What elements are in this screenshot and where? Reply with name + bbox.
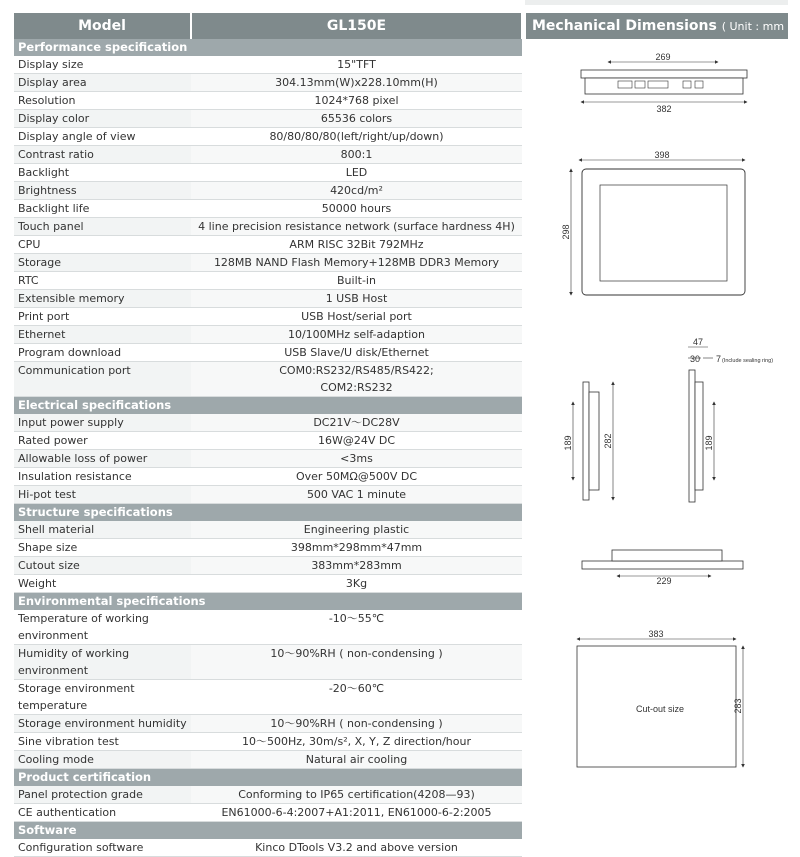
spec-value-text: -20～60℃: [328, 682, 385, 695]
spec-label: [14, 521, 191, 539]
table-row: [14, 254, 522, 272]
spec-label-text: Program download: [18, 346, 122, 359]
table-row: [14, 272, 522, 290]
bottom-view-drawing: [582, 550, 743, 586]
spec-value-text: 10/100MHz self-adaption: [287, 328, 426, 341]
spec-label: [14, 74, 191, 92]
spec-label: [14, 751, 191, 769]
table-row: [14, 715, 522, 733]
table-row: [14, 557, 522, 575]
table-row: [14, 164, 522, 182]
section-header: [14, 769, 522, 787]
spec-label-text: Touch panel: [18, 220, 84, 233]
spec-value: [191, 236, 522, 254]
spec-label: [14, 715, 191, 733]
spec-value: [191, 804, 522, 822]
table-row: [14, 521, 522, 539]
spec-value-text: ARM RISC 32Bit 792MHz: [289, 238, 424, 251]
table-row: [14, 414, 522, 432]
spec-label-text: Configuration software: [18, 841, 144, 854]
spec-value: [191, 146, 522, 164]
spec-value: [191, 786, 522, 804]
table-row: [14, 680, 522, 715]
spec-value: [191, 468, 522, 486]
spec-label: [14, 110, 191, 128]
dim-side-282: 282: [603, 433, 613, 449]
table-row: [14, 74, 522, 92]
section-title: Software: [14, 822, 522, 840]
spec-value: [191, 182, 522, 200]
table-row: [14, 839, 522, 857]
section-header: [14, 397, 522, 415]
spec-value: [191, 839, 522, 857]
spec-value: [191, 751, 522, 769]
dim-top-269: 269: [655, 52, 671, 62]
spec-value: [191, 92, 522, 110]
spec-label: [14, 468, 191, 486]
table-row: [14, 92, 522, 110]
table-row: [14, 610, 522, 645]
spec-value-text: 383mm*283mm: [311, 559, 402, 572]
spec-label: [14, 146, 191, 164]
spec-label-text: Display angle of view: [18, 130, 136, 143]
spec-value: [191, 645, 522, 680]
table-header-row: [14, 13, 522, 39]
mechanical-drawings: [523, 40, 800, 845]
spec-value: [191, 362, 522, 397]
spec-label-text-line2: environment: [18, 629, 89, 642]
spec-value-text: 10～90%RH ( non-condensing ): [270, 717, 443, 730]
spec-label-text: Weight: [18, 577, 57, 590]
spec-label-text: Humidity of working: [18, 647, 130, 660]
table-row: [14, 450, 522, 468]
spec-value-text-line2: COM2:RS232: [320, 381, 393, 394]
spec-label: [14, 680, 191, 715]
spec-label: [14, 272, 191, 290]
spec-label: [14, 839, 191, 857]
table-row: [14, 733, 522, 751]
spec-label: [14, 290, 191, 308]
spec-value: [191, 715, 522, 733]
spec-label: [14, 164, 191, 182]
spec-label: [14, 432, 191, 450]
dim-cut-283: 283: [733, 698, 743, 714]
spec-value: [191, 164, 522, 182]
top-view-drawing: [581, 52, 747, 114]
table-row: [14, 575, 522, 593]
spec-value: [191, 575, 522, 593]
spec-value: [191, 74, 522, 92]
spec-label-text: Communication port: [18, 364, 131, 377]
spec-value: [191, 521, 522, 539]
table-row: [14, 539, 522, 557]
spec-label: [14, 414, 191, 432]
spec-label-text: Resolution: [18, 94, 76, 107]
spec-value: [191, 733, 522, 751]
dim-side-sealing-ring: (Include sealing ring): [722, 358, 774, 364]
section-header: [14, 39, 522, 56]
dim-side-189a: 189: [563, 435, 573, 451]
spec-value-text: USB Host/serial port: [301, 310, 412, 323]
spec-value-text: Kinco DTools V3.2 and above version: [255, 841, 458, 854]
spec-label-text: Storage: [18, 256, 62, 269]
spec-label-text: Hi-pot test: [18, 488, 76, 501]
spec-label: [14, 450, 191, 468]
section-header: [14, 504, 522, 522]
table-row: [14, 786, 522, 804]
dim-cut-383: 383: [648, 629, 664, 639]
cutout-size-label: Cut-out size: [635, 704, 685, 714]
spec-value-text: 800:1: [340, 148, 373, 161]
spec-value: [191, 326, 522, 344]
table-row: [14, 236, 522, 254]
dim-top-382: 382: [656, 104, 672, 114]
table-row: [14, 308, 522, 326]
table-row: [14, 128, 522, 146]
spec-value: [191, 450, 522, 468]
spec-label: [14, 308, 191, 326]
dim-side-7: 7: [716, 354, 722, 364]
model-label: Model: [14, 13, 191, 39]
spec-value-text: 304.13mm(W)x228.10mm(H): [275, 76, 438, 89]
spec-label: [14, 733, 191, 751]
dim-side-189b: 189: [704, 435, 714, 451]
spec-value: [191, 56, 522, 74]
section-title: Environmental specifications: [14, 593, 522, 611]
spec-table: [14, 13, 523, 857]
spec-label-text: RTC: [18, 274, 39, 287]
spec-value-text: 15"TFT: [337, 58, 376, 71]
spec-label: [14, 486, 191, 504]
spec-label: [14, 236, 191, 254]
section-title: Electrical specifications: [14, 397, 522, 415]
section-title: Structure specifications: [14, 504, 522, 522]
spec-label-text: Shell material: [18, 523, 95, 536]
spec-value-text: -10～55℃: [328, 612, 385, 625]
spec-label-text-line2: temperature: [18, 699, 88, 712]
spec-label: [14, 362, 191, 397]
spec-label: [14, 200, 191, 218]
spec-value: [191, 680, 522, 715]
spec-label: [14, 128, 191, 146]
table-row: [14, 751, 522, 769]
spec-value-text: 128MB NAND Flash Memory+128MB DDR3 Memory: [213, 256, 500, 269]
spec-value-text: EN61000-6-4:2007+A1:2011, EN61000-6-2:2005: [221, 806, 492, 819]
spec-label-text: Temperature of working: [18, 612, 149, 625]
spec-label-text: CE authentication: [18, 806, 117, 819]
spec-label-text-line2: environment: [18, 664, 89, 677]
spec-value: [191, 128, 522, 146]
spec-label-text: Allowable loss of power: [18, 452, 148, 465]
spec-label-text: Backlight: [18, 166, 70, 179]
cutout-drawing: [577, 629, 743, 767]
spec-value-text: 500 VAC 1 minute: [306, 488, 407, 501]
spec-value: [191, 539, 522, 557]
spec-value-text: DC21V～DC28V: [313, 416, 400, 429]
spec-label-text: Ethernet: [18, 328, 66, 341]
spec-label-text: Sine vibration test: [18, 735, 119, 748]
top-strip: [525, 0, 788, 5]
section-title: Product certification: [14, 769, 522, 787]
spec-label: [14, 804, 191, 822]
spec-value: [191, 557, 522, 575]
spec-value: [191, 308, 522, 326]
spec-label: [14, 254, 191, 272]
spec-label: [14, 92, 191, 110]
table-row: [14, 362, 522, 397]
spec-value: [191, 254, 522, 272]
spec-value-text: Engineering plastic: [303, 523, 410, 536]
spec-label-text: Rated power: [18, 434, 88, 447]
spec-value: [191, 414, 522, 432]
spec-value-text: 10～500Hz, 30m/s², X, Y, Z direction/hour: [242, 735, 471, 748]
spec-label-text: Backlight life: [18, 202, 90, 215]
spec-value: [191, 432, 522, 450]
spec-value-text: Natural air cooling: [305, 753, 408, 766]
spec-label-text: Panel protection grade: [18, 788, 143, 801]
spec-label-text: Cooling mode: [18, 753, 94, 766]
spec-value-text: 398mm*298mm*47mm: [290, 541, 423, 554]
spec-label: [14, 344, 191, 362]
table-row: [14, 218, 522, 236]
spec-value-text: 1 USB Host: [325, 292, 388, 305]
mechanical-dimensions-header: [526, 13, 792, 39]
spec-label-text: Storage environment humidity: [18, 717, 187, 730]
table-row: [14, 290, 522, 308]
spec-label-text: Display color: [18, 112, 90, 125]
spec-label-text: Display area: [18, 76, 87, 89]
table-row: [14, 326, 522, 344]
spec-label-text: Input power supply: [18, 416, 124, 429]
table-row: [14, 468, 522, 486]
model-value: GL150E: [191, 13, 522, 39]
spec-value-text: USB Slave/U disk/Ethernet: [284, 346, 429, 359]
spec-value: [191, 290, 522, 308]
spec-value-text: 420cd/m²: [330, 184, 383, 197]
spec-value-text: COM0:RS232/RS485/RS422;: [279, 364, 434, 377]
spec-value: [191, 272, 522, 290]
dim-bottom-229: 229: [656, 576, 672, 586]
spec-label-text: Print port: [18, 310, 70, 323]
table-row: [14, 486, 522, 504]
spec-label: [14, 575, 191, 593]
table-row: [14, 432, 522, 450]
table-row: [14, 182, 522, 200]
front-view-drawing: [561, 150, 745, 295]
spec-label-text: Insulation resistance: [18, 470, 132, 483]
dim-front-298: 298: [561, 224, 571, 240]
spec-label-text: Display size: [18, 58, 84, 71]
spec-label-text: Brightness: [18, 184, 77, 197]
spec-label-text: Storage environment: [18, 682, 135, 695]
mech-unit: ( Unit : mm ): [721, 20, 792, 33]
spec-value: [191, 610, 522, 645]
table-row: [14, 200, 522, 218]
section-header: [14, 822, 522, 840]
spec-value-text: 1024*768 pixel: [314, 94, 399, 107]
dim-side-30: 30: [690, 354, 701, 364]
spec-value-text: Built-in: [337, 274, 376, 287]
table-row: [14, 804, 522, 822]
spec-label-text: Shape size: [18, 541, 78, 554]
spec-value-text: <3ms: [340, 452, 373, 465]
spec-label: [14, 56, 191, 74]
table-row: [14, 344, 522, 362]
spec-value-text: 3Kg: [345, 577, 368, 590]
dim-front-398: 398: [654, 150, 670, 160]
spec-label-text: Cutout size: [18, 559, 80, 572]
spec-value-text: Conforming to IP65 certification(4208—93): [238, 788, 475, 801]
mech-title: Mechanical Dimensions: [532, 18, 717, 34]
spec-value: [191, 344, 522, 362]
spec-value-text: Over 50MΩ@500V DC: [295, 470, 418, 483]
spec-value: [191, 110, 522, 128]
section-header: [14, 593, 522, 611]
spec-label: [14, 539, 191, 557]
spec-label: [14, 218, 191, 236]
spec-value-text: 16W@24V DC: [317, 434, 396, 447]
spec-value-text: 65536 colors: [320, 112, 393, 125]
section-title: Performance specification: [14, 39, 522, 56]
spec-value: [191, 486, 522, 504]
spec-value: [191, 200, 522, 218]
spec-label: [14, 786, 191, 804]
spec-label: [14, 610, 191, 645]
spec-label: [14, 182, 191, 200]
spec-value-text: LED: [345, 166, 368, 179]
spec-value-text: 10～90%RH ( non-condensing ): [270, 647, 443, 660]
spec-label-text: Contrast ratio: [18, 148, 94, 161]
table-row: [14, 56, 522, 74]
spec-value: [191, 218, 522, 236]
spec-label: [14, 557, 191, 575]
spec-label-text: Extensible memory: [18, 292, 125, 305]
side-view-drawing: [563, 337, 773, 502]
table-row: [14, 110, 522, 128]
spec-label: [14, 645, 191, 680]
spec-value-text: 4 line precision resistance network (surface hardness 4H): [198, 220, 515, 233]
spec-value-text: 50000 hours: [321, 202, 392, 215]
table-row: [14, 645, 522, 680]
spec-label-text: CPU: [18, 238, 41, 251]
spec-value-text: 80/80/80/80(left/right/up/down): [269, 130, 444, 143]
dim-side-47: 47: [693, 337, 704, 347]
spec-label: [14, 326, 191, 344]
table-row: [14, 146, 522, 164]
